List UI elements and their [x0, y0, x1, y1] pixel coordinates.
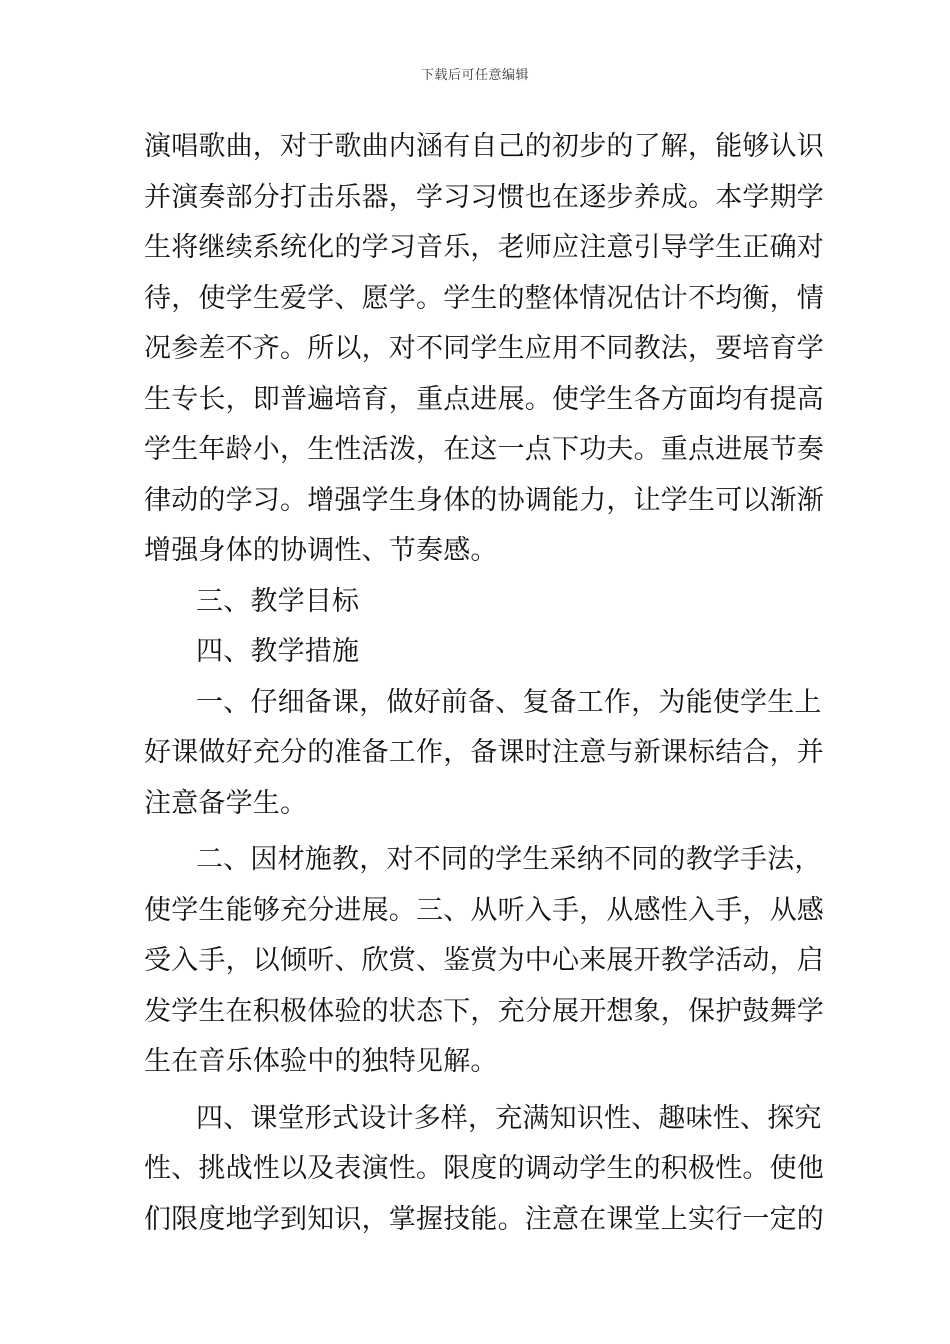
section-heading: 三、教学目标	[196, 585, 360, 617]
body-line: 增强身体的协调性、节奏感。	[144, 535, 498, 566]
body-line: 好课做好充分的准备工作，备课时注意与新课标结合，并	[144, 737, 824, 768]
body-line: 们限度地学到知识，掌握技能。注意在课堂上实行一定的	[144, 1203, 824, 1235]
body-line: 学生年龄小，生性活泼，在这一点下功夫。重点进展节奏	[144, 434, 824, 465]
page-header: 下载后可任意编辑	[420, 68, 529, 83]
paragraph-first-line: 二、因材施教，对不同的学生采纳不同的教学手法，	[196, 844, 822, 875]
body-line: 性、挑战性以及表演性。限度的调动学生的积极性。使他	[144, 1153, 824, 1184]
paragraph-first-line: 一、仔细备课，做好前备、复备工作，为能使学生上	[196, 686, 822, 718]
body-line: 生专长，即普遍培育，重点进展。使学生各方面均有提高	[144, 383, 824, 415]
body-line: 律动的学习。增强学生身体的协调能力，让学生可以渐渐	[144, 484, 824, 516]
section-heading: 四、教学措施	[196, 636, 360, 667]
body-line: 使学生能够充分进展。三、从听入手，从感性入手，从感	[144, 894, 824, 926]
body-line: 生将继续系统化的学习音乐，老师应注意引导学生正确对	[144, 232, 824, 263]
body-line: 发学生在积极体验的状态下，充分展开想象，保护鼓舞学	[144, 995, 824, 1027]
paragraph-first-line: 四、课堂形式设计多样，充满知识性、趣味性、探究	[196, 1102, 822, 1134]
body-line: 生在音乐体验中的独特见解。	[144, 1046, 498, 1077]
body-line: 并演奏部分打击乐器，学习习惯也在逐步养成。本学期学	[144, 181, 824, 213]
body-line: 受入手，以倾听、欣赏、鉴赏为中心来展开教学活动，启	[144, 945, 824, 976]
body-line: 注意备学生。	[144, 787, 308, 819]
body-line: 况参差不齐。所以，对不同学生应用不同教法，要培育学	[144, 333, 824, 364]
body-line: 演唱歌曲，对于歌曲内涵有自己的初步的了解，能够认识	[144, 131, 824, 162]
body-line: 待，使学生爱学、愿学。学生的整体情况估计不均衡，情	[144, 282, 824, 314]
document-body	[144, 122, 824, 1245]
